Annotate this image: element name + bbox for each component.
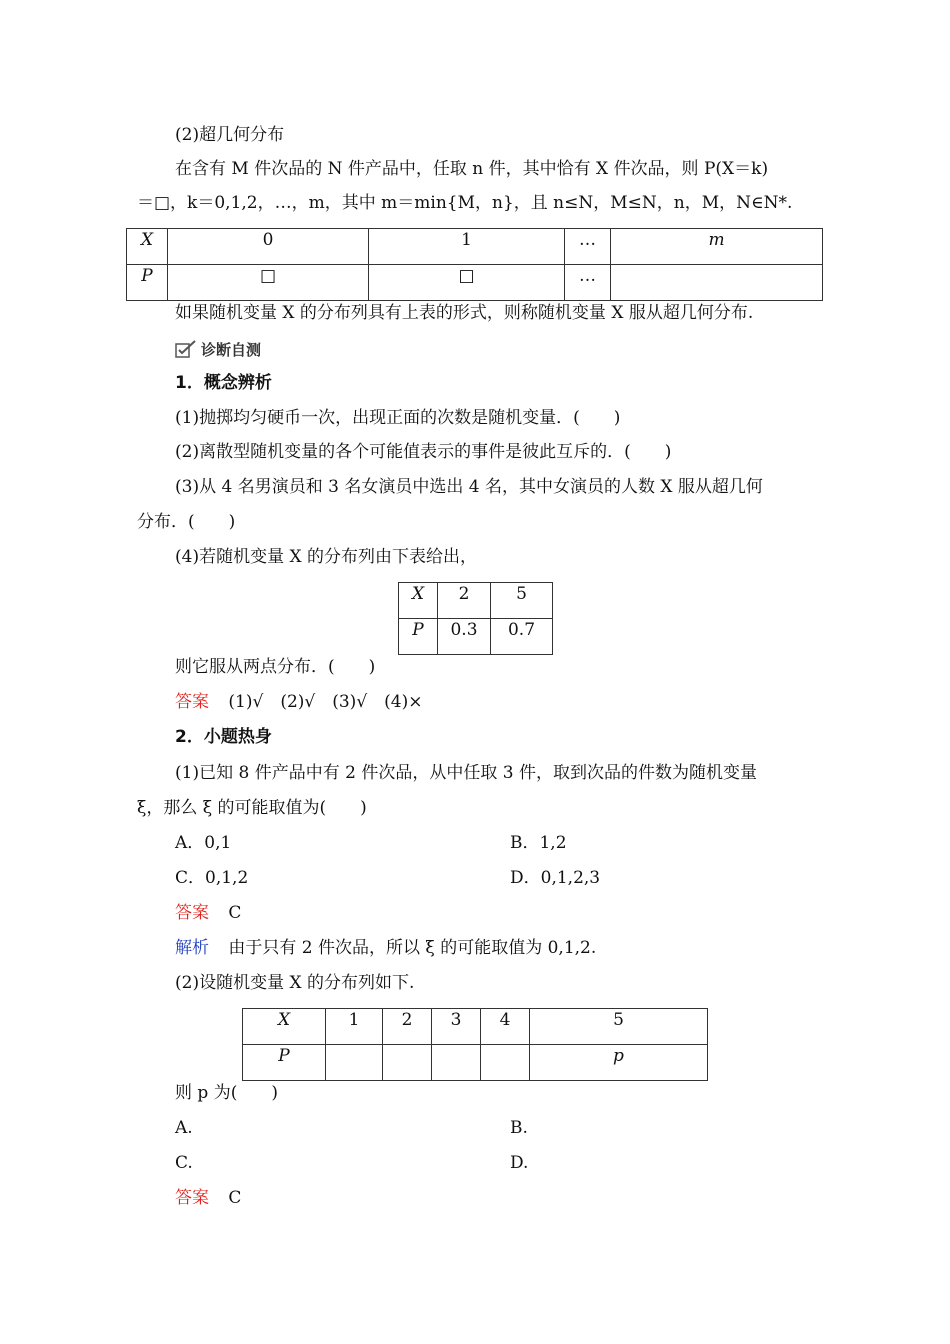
answer-label: 答案 [175,903,209,923]
q1-answer-line [175,691,422,713]
q2-2-line: (2)设随机变量 X 的分布列如下. [175,973,415,993]
q2-2-question: 则 p 为( ) [175,1083,278,1103]
answer-text: C [228,903,242,923]
table-cell [383,1045,432,1081]
definition-conclusion: 如果随机变量 X 的分布列具有上表的形式，则称随机变量 X 服从超几何分布. [175,303,754,323]
table-cell: … [565,265,611,301]
answer-label: 答案 [175,1188,209,1208]
section-title: (2)超几何分布 [175,125,285,145]
q2-1-line-2: ξ，那么 ξ 的可能取值为( ) [137,798,367,818]
table-row [399,619,553,655]
analysis-label: 解析 [175,938,209,958]
q1-item: (3)从 4 名男演员和 3 名女演员中选出 4 名，其中女演员的人数 X 服从超几何 [175,477,763,497]
answer-text: (1)√ (2)√ (3)√ (4)× [228,692,423,712]
analysis-text: 由于只有 2 件次品，所以 ξ 的可能取值为 0,1,2. [228,938,597,958]
diagnosis-label: 诊断自测 [201,341,262,359]
table-cell: P [127,265,168,301]
table-cell [432,1045,481,1081]
table-cell: 0.7 [491,619,553,655]
table-cell [611,265,823,301]
table-cell: □ [369,265,565,301]
table-cell: p [530,1045,708,1081]
table-cell: □ [168,265,369,301]
option-b: B. [510,1118,528,1138]
distribution-table [242,1008,708,1081]
table-row [243,1045,708,1081]
q2-1-line-1: (1)已知 8 件产品中有 2 件次品，从中任取 3 件，取到次品的件数为随机变量 [175,763,757,783]
q2-title: 2．小题热身 [175,727,272,747]
table-cell: 2 [383,1009,432,1045]
table-row [399,583,553,619]
hypergeometric-table [126,228,823,301]
table-cell: 4 [481,1009,530,1045]
q1-item-after-table: 则它服从两点分布．( ) [175,657,376,677]
table-cell: P [243,1045,326,1081]
table-cell: X [243,1009,326,1045]
option-a: A．0,1 [175,833,232,853]
table-cell: m [611,229,823,265]
table-cell: 5 [530,1009,708,1045]
table-cell: 0.3 [438,619,491,655]
option-d: D．0,1,2,3 [510,868,601,888]
check-pencil-icon [175,339,197,359]
q1-item: (1)抛掷均匀硬币一次，出现正面的次数是随机变量．( ) [175,408,621,428]
q2-1-analysis-line [175,937,596,959]
table-row [127,265,823,301]
q1-item: (2)离散型随机变量的各个可能值表示的事件是彼此互斥的．( ) [175,442,672,462]
table-row [127,229,823,265]
table-cell: 5 [491,583,553,619]
option-c: C. [175,1153,193,1173]
answer-label: 答案 [175,692,209,712]
definition-line-1: 在含有 M 件次品的 N 件产品中，任取 n 件，其中恰有 X 件次品，则 P(X＝k) [175,159,769,179]
option-d: D. [510,1153,529,1173]
table-cell: P [399,619,438,655]
table-cell [481,1045,530,1081]
table-cell: 2 [438,583,491,619]
table-cell: 3 [432,1009,481,1045]
table-row [243,1009,708,1045]
table-cell: 0 [168,229,369,265]
table-cell [326,1045,383,1081]
q1-item: 分布．( ) [137,512,236,532]
q1-item: (4)若随机变量 X 的分布列由下表给出， [175,547,477,567]
q2-2-answer-line [175,1187,241,1209]
table-cell: X [127,229,168,265]
option-a: A. [175,1118,193,1138]
q2-1-answer-line [175,902,241,924]
definition-line-2: ＝□，k＝0,1,2，…，m，其中 m＝min{M，n}，且 n≤N，M≤N，n，M，N∈N*. [137,193,793,213]
two-point-table [398,582,553,655]
table-cell: 1 [369,229,565,265]
option-b: B．1,2 [510,833,567,853]
table-cell: … [565,229,611,265]
q1-title: 1．概念辨析 [175,373,272,393]
answer-text: C [228,1188,242,1208]
table-cell: 1 [326,1009,383,1045]
table-cell: X [399,583,438,619]
option-c: C．0,1,2 [175,868,249,888]
